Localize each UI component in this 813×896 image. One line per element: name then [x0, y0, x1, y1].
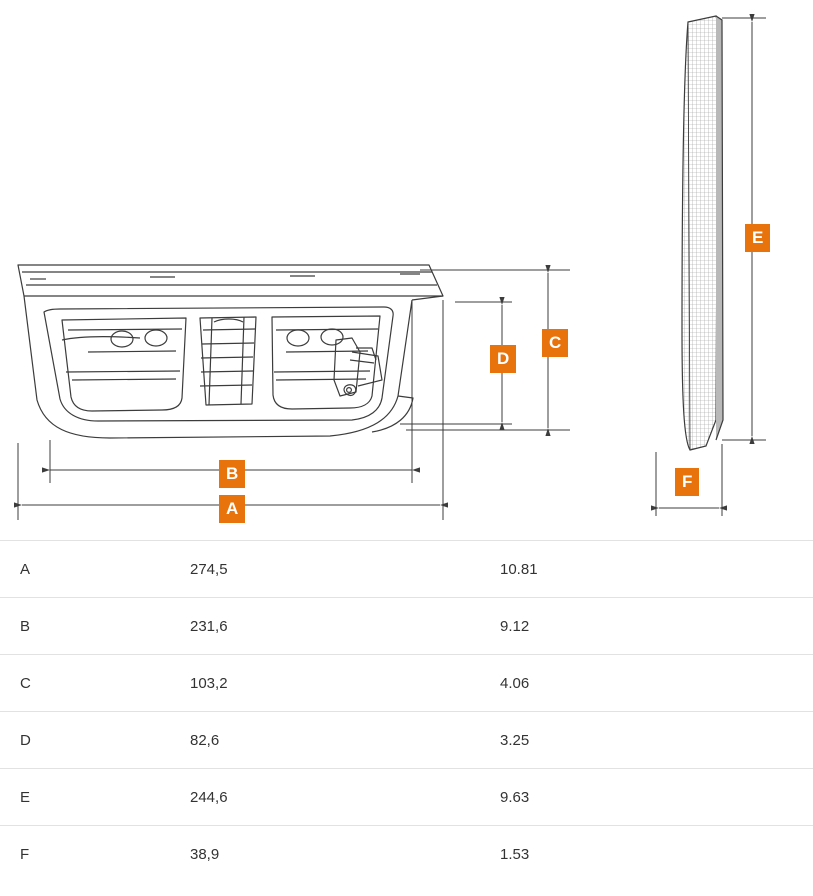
row-inch: 1.53 — [500, 846, 530, 863]
side-view-geometry — [682, 16, 723, 450]
callout-badge-d: D — [490, 345, 516, 373]
front-view-geometry — [18, 265, 443, 438]
row-inch: 9.63 — [500, 789, 530, 806]
callout-badge-e: E — [745, 224, 770, 252]
table-row — [0, 655, 813, 712]
table-row — [0, 826, 813, 883]
row-mm: 82,6 — [190, 732, 220, 749]
table-row — [0, 769, 813, 826]
row-label: F — [20, 846, 30, 863]
dimensions-table — [0, 540, 813, 882]
row-mm: 231,6 — [190, 618, 228, 635]
row-inch: 10.81 — [500, 561, 538, 578]
table-row — [0, 541, 813, 598]
callout-badge-f: F — [675, 468, 699, 496]
row-label: E — [20, 789, 31, 806]
row-label: B — [20, 618, 31, 635]
row-mm: 103,2 — [190, 675, 228, 692]
row-inch: 3.25 — [500, 732, 530, 749]
callout-badge-a: A — [219, 495, 245, 523]
row-label: C — [20, 675, 31, 692]
callout-badge-c: C — [542, 329, 568, 357]
row-mm: 38,9 — [190, 846, 220, 863]
row-label: D — [20, 732, 31, 749]
row-label: A — [20, 561, 31, 578]
row-mm: 274,5 — [190, 561, 228, 578]
callout-badge-b: B — [219, 460, 245, 488]
row-inch: 4.06 — [500, 675, 530, 692]
table-row — [0, 598, 813, 655]
row-mm: 244,6 — [190, 789, 228, 806]
table-row — [0, 712, 813, 769]
row-inch: 9.12 — [500, 618, 530, 635]
